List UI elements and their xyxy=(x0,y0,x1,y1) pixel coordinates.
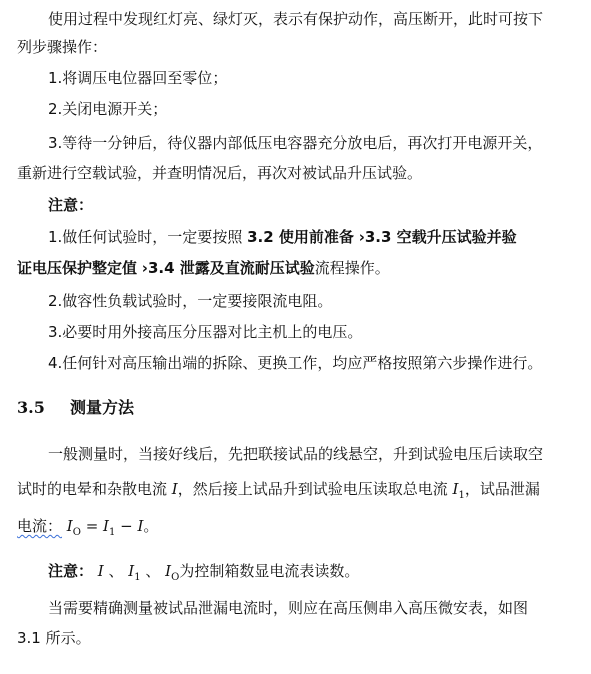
intro-line-2: 列步骤操作： xyxy=(17,38,108,56)
note-1-text-end: 流程操作。 xyxy=(314,259,390,277)
note-2: 2.做容性负载试验时，一定要接限流电阻。 xyxy=(48,292,333,310)
var-I1 xyxy=(452,480,465,501)
para2-var-IO-sub: O xyxy=(171,572,180,583)
note-1-line-2 xyxy=(17,257,390,279)
para2-var-I1-sub: 1 xyxy=(134,572,141,583)
para1-text-leak: 电流： xyxy=(17,517,63,535)
var-I1-sub: 1 xyxy=(458,490,465,501)
para2-label: 注意： xyxy=(48,562,94,580)
section-title: 测量方法 xyxy=(70,398,135,417)
section-number: 3.5 xyxy=(17,398,45,417)
para2-text: 为控制箱数显电流表读数。 xyxy=(179,562,360,580)
note-1-ref-3-3: ›3.3 空载升压试验并验 xyxy=(358,228,517,246)
note-1-ref-3-4: ›3.4 泄露及直流耐压试验 xyxy=(141,259,315,277)
eq-r1: I xyxy=(103,517,109,535)
para2-var-I1-base: I xyxy=(128,562,135,580)
para2-sep-1: 、 xyxy=(103,562,124,580)
para2-line xyxy=(48,560,359,589)
para3-line-2: 3.1 所示。 xyxy=(17,629,91,647)
eq-lhs: I xyxy=(66,517,73,535)
eq-equals: = xyxy=(80,517,104,535)
step-3-continued: 重新进行空载试验，并查明情况后，再次对被试品升压试验。 xyxy=(17,164,423,182)
para1-text-b: ，然后接上试品升到试验电压读取总电流 xyxy=(177,480,453,498)
eq-r1-sub: 1 xyxy=(108,527,116,538)
var-I1-base: I xyxy=(452,480,459,498)
para3-text: 当需要精确测量被试品泄漏电流时，则应在高压侧串入高压微安表，如图 xyxy=(48,599,529,617)
para2-var-IO-base: I xyxy=(165,562,172,580)
para1-line-3 xyxy=(17,515,158,544)
step-1: 1.将调压电位器回至零位； xyxy=(48,69,228,87)
eq-r2: I xyxy=(137,517,144,535)
leakage-equation xyxy=(66,517,144,538)
intro-line-1: 使用过程中发现红灯亮、绿灯灭，表示有保护动作，高压断开，此时可按下 xyxy=(48,10,544,28)
para2-var-IO xyxy=(165,562,180,583)
para2-var-I1 xyxy=(128,562,141,583)
eq-lhs-sub: O xyxy=(72,527,81,538)
note-3: 3.必要时用外接高压分压器对比主机上的电压。 xyxy=(48,323,363,341)
para2-sep-2: 、 xyxy=(140,562,161,580)
note-1-ref-3-3-cont: 证电压保护整定值 xyxy=(17,259,138,277)
para3-line-1 xyxy=(48,597,528,619)
note-4: 4.任何针对高压输出端的拆除、更换工作，均应严格按照第六步操作进行。 xyxy=(48,354,543,372)
notice-label: 注意： xyxy=(48,196,94,214)
para1-text-c: ，试品泄漏 xyxy=(464,480,540,498)
para1-line-2 xyxy=(17,478,540,507)
note-1-ref-3-2: 3.2 使用前准备 xyxy=(247,228,354,246)
section-heading xyxy=(17,397,134,419)
step-3: 3.等待一分钟后，待仪器内部低压电容器充分放电后，再次打开电源开关， xyxy=(48,134,543,152)
step-2: 2.关闭电源开关； xyxy=(48,100,168,118)
eq-minus: − xyxy=(115,517,138,535)
para1-text-a: 试时的电晕和杂散电流 xyxy=(17,480,172,498)
note-1-line-1 xyxy=(48,226,517,248)
note-1-text-a: 1.做任何试验时，一定要按照 xyxy=(48,228,243,246)
eq-end: 。 xyxy=(143,517,159,535)
para2-var-I: I xyxy=(97,562,104,580)
para1-line-1: 一般测量时，当接好线后，先把联接试品的线悬空，升到试验电压后读取空 xyxy=(48,445,544,463)
var-I: I xyxy=(171,480,178,498)
